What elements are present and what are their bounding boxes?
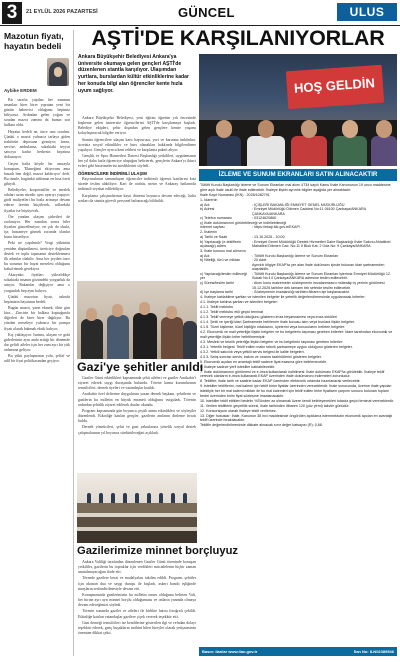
gaziler-story-body <box>78 560 196 657</box>
notice-row <box>200 281 396 290</box>
column-body <box>4 98 70 658</box>
notice-value: : Emniyet Müdürlüğü Dikmen Caddesi No:11 06100 Çankaya/ANKARA ÇANKAYA/ANKARA <box>252 207 366 216</box>
notice-item: 4.3. Mesleki ve teknik yeterliğe ilişkin belgeler ve bu belgelerin taşıması gereken kriterler: <box>200 339 344 344</box>
notice-value: : İÇİŞLERİ BAKANLIĞI EMNİYET GENEL MÜDÜRLÜĞÜ <box>252 202 345 207</box>
notice-intro: Tüfüfit Kurulu Başkanlığı İzleme ve Sunum Ekranları mal alımı 4734 sayılı Kamu İhale Kanununun 19 uncu maddesine göre açık ihale usulü ile ihale edilecektir. İhaleye ilişkin ayrıntılı bilgiler aşağıda yer almaktadır: <box>200 183 391 192</box>
notice-item: 11. Verilen tekliflerin geçerlilik süresi, ihale tarihinden itibaren 120 (yüz yirmi) takvim günüdür. <box>200 403 350 408</box>
column-paragraph: Bu yükü paylaşmanın yolu, şeffaf ve adil bir fiyat politikasından geçiyor. <box>4 354 70 364</box>
notice-key: a) Adı <box>200 202 210 207</box>
story-paragraph: Başvurularını tamamlayan öğrenciler indirimli öğrenci kartlarını kısa sürede teslim alabiliyor. Kart ile otobüs, metro ve Ankaray hatlarında indirimli seyahat edilebiliyor. <box>78 177 196 192</box>
notice-section: 2- İhalenin <box>200 229 218 234</box>
story-paragraph: Gaziler Günü etkinlikleri kapsamında şehit aileleri ve gaziler Anıtkabir'i ziyaret ederek saygı duruşunda bulundu. Törene kamu kurumlarının temsilcileri, dernek üyeleri ve vatandaşlar katıldı. <box>78 376 196 391</box>
notice-key: ç) Süresi/teslim tarihi <box>200 280 234 285</box>
notice-key: a) Tarihi ve Saati <box>200 235 228 240</box>
story-subhead: ÖĞRENCİLERE İNDİRİMLİ ULAŞIM <box>78 170 147 176</box>
footer-label[interactable]: Basın: ilanlar www.ilan.gov.tr <box>202 649 258 654</box>
notice-item: 4.1.1. Teklif mektubu <box>200 304 234 309</box>
notice-link[interactable]: : https://ekap.kik.gov.tr/EKAP/ <box>252 225 300 230</box>
notice-row <box>200 207 396 216</box>
notice-key: c) Telefon numarası <box>200 216 232 221</box>
story-paragraph: Gençlik ve Spor Hizmetleri Dairesi Başkanlığı yetkilileri, uygulamanın her yıl daha fazla öğrenciye ulaştığını belirterek, gençlerin Ankara'yı ikinci evleri gibi hissetmelerini istediklerini söyledi. <box>78 154 196 169</box>
tender-notice <box>200 183 396 645</box>
notice-title[interactable]: İZLEME VE SUNUM EKRANLARI SATIN ALINACAKTIR <box>199 169 397 181</box>
notice-key: internet sayfası <box>200 225 225 230</box>
notice-item: 4.1. İhaleye katılma şartları ve istenilen belgeler: <box>200 299 278 304</box>
story-paragraph: Karşılama çalışmalarının kayıt dönemi boyunca devam edeceği, hafta sonları da stantta görevli personel bulunacağı bildirildi. <box>78 193 196 203</box>
notice-key: b) Niteliği, türü ve miktarı <box>200 258 241 263</box>
notice-item: 10. İstekliler teklif ettikleri bedelin %3'ünden az olmamak üzere kendi belirleyecekleri tutarda geçici teminat vereceklerdir. <box>200 398 395 403</box>
column-paragraph: Geçen hafta köyde bir amcayla konuştum. 'Ekmeğimi ekiyorum ama hasadı ben değil, mazot kaldırıyor' dedi. Bu cümle, bugünkü tablonun en kısa özeti gibiydi. <box>4 161 70 186</box>
notice-item: 4.1.3. Teklif vermeye yetkili olduğunu gösteren imza beyannamesi veya imza sirküleri <box>200 314 337 319</box>
column-author: Aybike ERDEM <box>4 88 37 93</box>
notice-key: b) Adresi <box>200 207 215 212</box>
notice-section: 3- İhale konusu mal alımının <box>200 248 246 253</box>
column-paragraph: Çünkü mazotun fiyatı, aslında hepimizin hayatının bedeli. <box>4 294 70 304</box>
author-photo <box>47 58 69 86</box>
notice-value: : Alımı konu malzemeler sözleşmenin imzalanmasını müteakip iş yerinin görülmesi 15.12.2026 tarihine dek tamamı tek seferde teslim edilecektir. <box>252 280 385 290</box>
photo-banner-text: HOŞ GELDİN <box>293 75 376 96</box>
notice-item: 4.1.2. Teklif mektubu ekli geçici teminat <box>200 309 264 314</box>
lead-story-body <box>78 116 196 278</box>
column-paragraph: Peki ne yapılmalı? Vergi yükünün yeniden düşünülmesi, üreticiye doğrudan destek ve toplu taşımanın desteklenmesi ilk adımlar olabilir. Ama her şeyden önce bu sorunun bir hayat meselesi olduğunu kabul etmek gerekiyor. <box>4 241 70 271</box>
column-divider <box>73 30 74 656</box>
column-paragraph: Akaryakıt fiyatları yükseldikçe sokaktaki insanın gözündeki yorgunluk da artıyor. Rakamlar değişiyor ama o yorgunluk hep aynı kalıyor. <box>4 273 70 293</box>
notice-value: : Tüfüfit Kurulu Başkanlığı İzleme ve Sunum Ekranları <box>252 253 339 258</box>
page-number: 3 <box>2 2 22 24</box>
gaziler-ceremony-photo <box>77 473 197 543</box>
notice-row <box>200 272 396 281</box>
section-title: GÜNCEL <box>178 5 235 20</box>
story-paragraph: Anıtkabir özel defterine duygularını yazan dernek başkanı, şehitlerin ve gazilerin bu milletin en büyük emaneti olduğunu vurguladı. Törenin ardından şehitlik ziyaret edilerek dualar okundu. <box>78 392 196 407</box>
notice-item: 4.3.1. Yeterlik belgesi: Teklif edilen malın teknik şartnameye uygun olduğunu gösteren belgeler. <box>200 344 353 349</box>
notice-item: 5. Ekonomik açıdan en avantajlı teklif sadece fiyat esasına göre belirlenecektir. <box>200 359 327 364</box>
notice-item: 8. Teklifler, ihale tarih ve saatine kadar EKAP üzerinden elektronik ortamda hazırlanarak verilecektir. <box>200 379 361 384</box>
gaziler-headline[interactable]: Gazilerimize minnet borçluyuz <box>77 545 239 557</box>
notice-item: 4.3.2. Yetkili satıcılık veya yetkili servis belgesi ile kalite belgeleri. <box>200 349 305 354</box>
students-welcome-photo <box>199 54 397 166</box>
notice-value: : 03124620860 <box>252 216 277 221</box>
newspaper-logo[interactable]: ULUS <box>337 3 397 21</box>
notice-key <box>200 263 252 272</box>
notice-row <box>200 240 396 249</box>
notice-item: 13. Diğer hususlar: İhale, Kanunun 38 inci maddesinde öngörülen açıklama istenmeksizin ekonomik açıdan en avantajlı teklif üzerinde bırakılacaktır. <box>200 413 393 423</box>
notice-row <box>200 290 396 295</box>
column-title: Mazotun fiyatı, hayatın bedeli <box>4 31 64 51</box>
column-paragraph: Kış yaklaşıyor. Isınma, ulaşım ve gıda giderlerinin aynı anda arttığı bir dönemde dar gelirli aileler için her zam ayrı bir yük anlamına geliyor. <box>4 332 70 353</box>
notice-key: a) Adı <box>200 253 210 258</box>
notice-item: 6. İhaleye sadece yerli istekliler katılabilecektir. <box>200 364 276 369</box>
notice-item: 4.1.5. Tüzel kişilerde, tüzel kişiliğin ortaklarını, üyelerini veya kurucularını belirten belgeler. <box>200 324 346 329</box>
story-paragraph: Ankara Büyükşehir Belediyesi, yeni eğitim öğretim yılı öncesinde başkente gelen üniversite öğrencilerini AŞTİ'de karşılamaya başladı. Belediye ekipleri, şehir dışından gelen gençlere kentte yaşamı kolaylaştıracak bilgiler veriyor. <box>78 116 196 136</box>
column-paragraph: Belediyeler, kooperatifler ve meslek odaları uzun süredir aynı uyarıyı yapıyor: girdi maliyetleri bu hızla artmaya devam ederse üretim küçülecek, raflardaki fiyatlar ise büyüyecek. <box>4 188 70 213</box>
column-paragraph: Bugün mazot, yarın ekmek, öbür gün kira... Zincirin bir halkası koptuğunda diğerleri de birer birer dağılıyor. Bu yüzden meseleye yalnızca bir pompa fiyatı olarak bakmak eksik kalıyor. <box>4 306 70 331</box>
story-paragraph: Törende gazilere berat ve madalyaları takdim edildi. Program, şehitler için okunan dua ve saygı duruşu ile başladı, askeri bando eşliğinde marşların seslendirilmesiyle devam etti. <box>78 576 196 591</box>
notice-value: : Tüfüfit Kurulu Başkanlığı İzleme ve Sunum Ekranları işlerimiz Emniyet Müdürlüğü 12. Sokak No:14 Çankaya/ANKARA adresine teslim edilecektir. <box>252 271 391 281</box>
story-paragraph: Ankara Valiliği tarafından düzenlenen Gaziler Günü töreninde konuşan yetkililer, gazilerin bu topraklar için verdikleri mücadelenin hiçbir zaman unutulmayacağını ifade etti. <box>78 560 196 575</box>
notice-key: c) Yapılacağı/teslim edileceği yer <box>200 271 247 281</box>
story-paragraph: Program kapsamında gün boyunca çeşitli anma etkinlikleri ve söyleşiler düzenlendi. Etkinliğe katılan gençler, gazilerin anılarını dinleme fırsatı buldu. <box>78 408 196 424</box>
story-paragraph: Gazi derneği temsilcileri ise kendilerine gösterilen ilgi ve vefadan dolayı teşekkür ederek, genç kuşakların tarihini bilen bireyler olarak yetişmesinin önemine dikkat çekti. <box>78 620 196 635</box>
notice-item: 9. İstekliler tekliflerini, mal kalemi için teklif birim fiyatlar üzerinden vereceklerdir. İhale sonucunda, üzerine ihale yapılan istekliyle her bir mal kalemi miktarı ile bu mal kalemleri için teklif edilen birim fiyatların çarpımı sonucu bulunan toplam bedel üzerinden birim fiyat sözleşme imzalanacaktır. <box>200 384 392 398</box>
column-paragraph: Bir tarafta yapılan her zammın insanları birer birer yıpratan yeni bir günün habercisi olduğunu hepimiz biliyoruz. Ardından gelen yoğun ve sıradan mazot zammı da bunun son halkası oldu. <box>4 98 70 128</box>
story-paragraph: Konuşmasında gazilerimizin bu milletin onuru olduğunu belirten Vali, her birine ayrı ayrı minnet borçlu olduğumuzu ve onların yanında olmaya devam edeceğimizi söyledi. <box>78 592 196 608</box>
notice-item: 7. İhale dokümanının görülmesi ve e-imza kullanılarak indirilmesi: İhale dokümanı EKAP'ta görülebilir. İhaleye teklif verecek olanların e-imza kullanarak EKAP üzerinden ihale dokümanını indirmeleri zorunludur. <box>200 369 385 379</box>
notice-value: : 20 Adet <box>252 258 267 263</box>
notice-item: 4.2. Ekonomik ve mali yeterliğe ilişkin belgeler ve bu belgelerin taşıması gereken kriterler: İdare tarafından ekonomik ve mali yeterliğe ilişkin kriter belirtilmemiştir. <box>200 329 393 339</box>
issue-date: 21 EYLÜL 2026 PAZARTESİ <box>26 9 98 15</box>
column-paragraph: Öte yandan ulaşım şirketleri de zorlanıyor. Her zamdan sonra bilet fiyatları güncelleniyor; en çok da okula, işe, hastaneye gitmek zorunda olanlar bunu hissediyor. <box>4 214 70 240</box>
notice-key: b) Yapılacağı (e-tekliflerin açılacağı) adres <box>200 239 241 249</box>
lead-summary: Ankara Büyükşehir Belediyesi Ankara'ya üniversite okumaya gelen gençleri AŞTİ'de düzenlenen stantla karşılıyor. Ulaşımdan yurtlara, burslardan kültür etkinliklerine kadar her konuda bilgi alan öğrenciler kente hızla uyum sağlıyor. <box>78 54 189 94</box>
notice-section: 1- İdarenin <box>200 197 218 202</box>
notice-row <box>200 263 396 272</box>
story-paragraph: Stantta öğrencilere ulaşım kartı başvurusu, yurt ve barınma imkânları, ücretsiz sosyal etkinlikler ve burs olanakları hakkında bilgilendirme yapılıyor. Gençler ayrıca kent rehberi ve karşılama paketi alıyor. <box>78 137 196 152</box>
main-headline[interactable]: AŞTİ'DE KARŞILANIYORLAR <box>91 26 385 50</box>
notice-value: : 13.10.2026 - 10:00 <box>252 235 285 240</box>
notice-item: 4.1.4. Şekli ve içeriği İdari Şartnamede belirlenen ihale konusu alım veya bunlara ilişkin belgeler. <box>200 319 356 324</box>
notice-key: d) İşe başlama tarihi <box>200 290 233 295</box>
notice-section: 4- İhaleye katılabilme şartları ve istenilen belgeler ile yeterlik değerlendirmesinde uygulanacak kriterler: <box>200 294 366 299</box>
story-paragraph: Törenin sonunda gaziler ve aileleri ile birlikte hatıra fotoğrafı çekildi. Etkinliğe katılan vatandaşlar gazilere çiçek vererek teşekkür etti. <box>78 609 196 619</box>
gazi-ceremony-photo <box>77 281 197 359</box>
story-paragraph: Dernek yöneticileri, şehit ve gazi yakınlarına yönelik sosyal destek çalışmalarının yıl boyunca sürdürüleceğini açıkladı. <box>78 425 196 435</box>
notice-row <box>200 225 396 230</box>
gazi-headline[interactable]: Gazi'ye şehitler anıldı <box>77 360 204 374</box>
notice-item: 4.3.3. Satış sonrası servis, bakım ve onarım taahhütlerini gösteren belgeler. <box>200 354 322 359</box>
notice-key: ç) İhale dokümanının görülebileceği ve indirilebileceği <box>200 220 287 225</box>
notice-value: : Sözleşmenin imzalandığı tarihten itibaren işe başlanacaktır. <box>252 290 350 295</box>
notice-value: : Emniyet Genel Müdürlüğü Destek Hizmetleri Daire Başkanlığı İhale Salonu Ahlatlıbel Mahallesi Dikmen Cad. No:11 0 Blok Kat: 2 Oda No: 9 Çankaya/ANKARA <box>252 239 391 249</box>
notice-item: 12. Konsorsiyum olarak ihaleye teklif verilemez. <box>200 408 277 413</box>
notice-footer <box>199 647 397 656</box>
notice-item: Teklifin değerlendirilmesinde dikkate alınacak sınır değer katsayısı (R): 0,68. <box>200 423 323 428</box>
notice-value: Ayrıntılı bilgiye EKAP'ta yer alan ihale dokümanı içinde bulunan idari şartnameden ulaşılabilir. <box>252 262 385 272</box>
gazi-story-body <box>78 376 196 470</box>
notice-ikn: İhale Kayıt Numarası (İKN) : 2026/1082791 <box>200 192 270 197</box>
footer-code: İlan No: ILN02389546 <box>353 649 394 654</box>
column-paragraph: Hayatın bedeli ne, önce onu soralım. Çünkü o mazot yalnızca tarlaya giden traktörün deposuna girmiyor; fırına, servise, ambulansa, sokaktaki seyyar satıcıya kadar herkesin hayatına dokunuyor. <box>4 129 70 160</box>
